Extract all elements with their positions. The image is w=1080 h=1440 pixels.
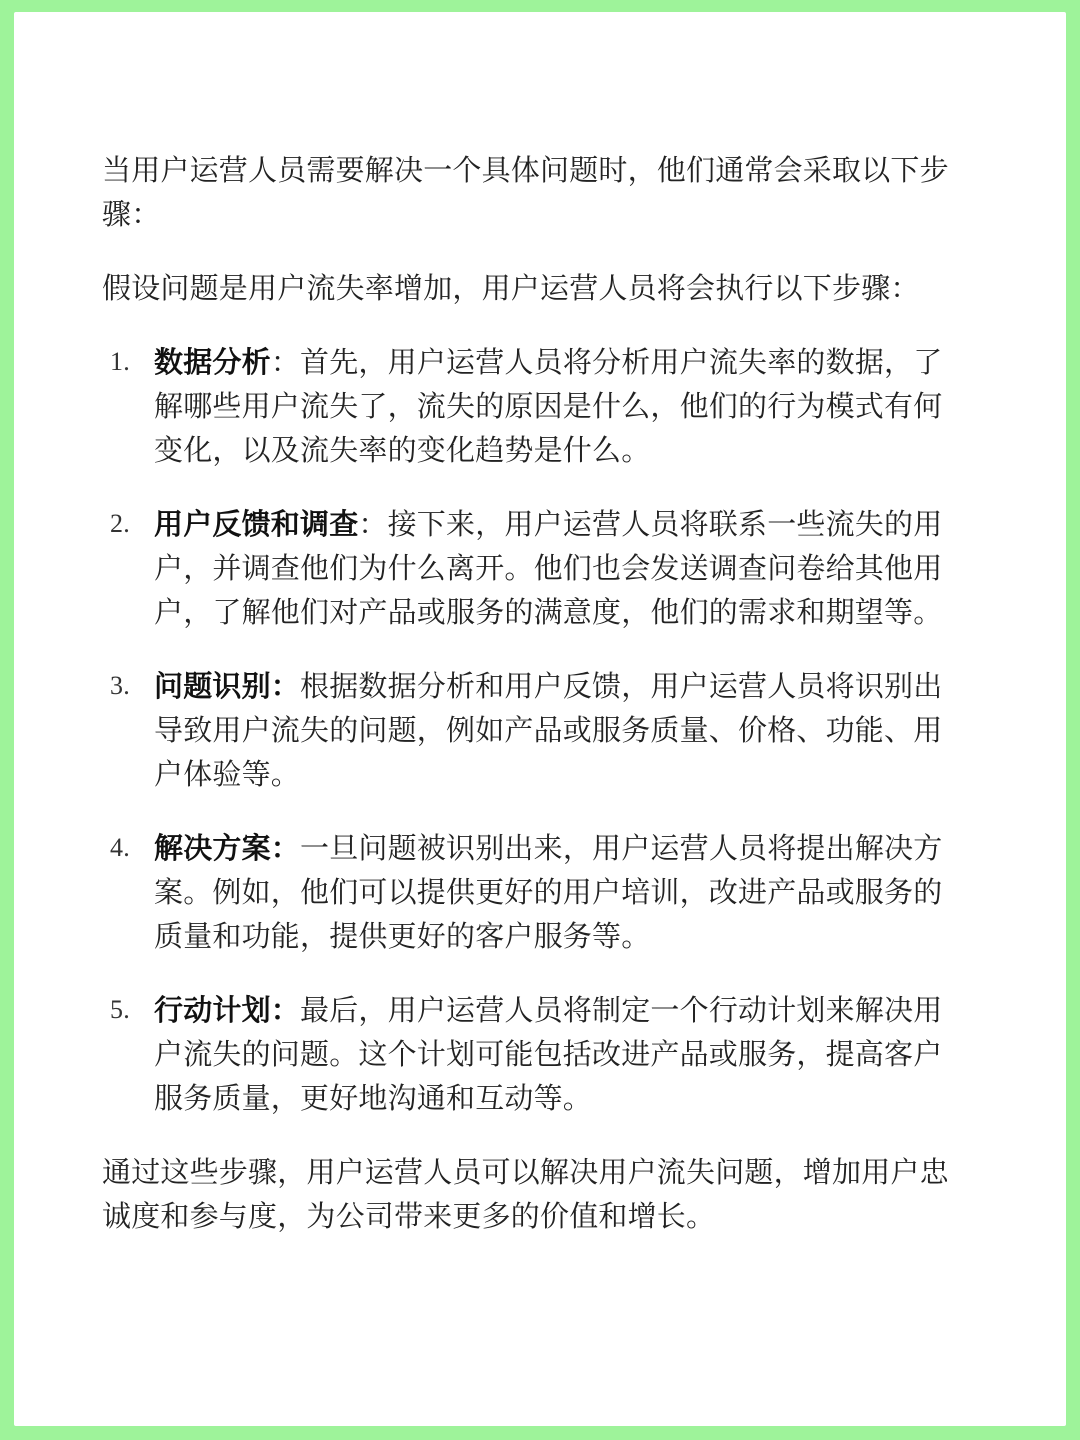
step-body: 最后，用户运营人员将制定一个行动计划来解决用户流失的问题。这个计划可能包括改进产品或服务，提高客户服务质量，更好地沟通和互动等。 [154,993,943,1115]
step-item [102,826,966,958]
step-item [102,664,966,796]
step-number: 5. [110,995,130,1024]
closing-paragraph: 通过这些步骤，用户运营人员可以解决用户流失问题，增加用户忠诚度和参与度，为公司带来更多的价值和增长。 [102,1155,949,1233]
step-title: 行动计划： [154,993,301,1027]
step-number: 4. [110,833,130,862]
step-title: 解决方案： [154,831,301,865]
intro-paragraph: 当用户运营人员需要解决一个具体问题时，他们通常会采取以下步骤： [102,153,949,231]
step-body: 根据数据分析和用户反馈，用户运营人员将识别出导致用户流失的问题，例如产品或服务质量、价格、功能、用户体验等。 [154,669,943,791]
step-number: 1. [110,347,130,376]
steps-list [102,340,966,1120]
step-body: 一旦问题被识别出来，用户运营人员将提出解决方案。例如，他们可以提供更好的用户培训，改进产品或服务的质量和功能，提供更好的客户服务等。 [154,831,943,953]
step-body: 接下来，用户运营人员将联系一些流失的用户，并调查他们为什么离开。他们也会发送调查问卷给其他用户，了解他们对产品或服务的满意度，他们的需求和期望等。 [154,507,943,629]
step-title: 问题识别： [154,669,301,703]
assumption-paragraph: 假设问题是用户流失率增加，用户运营人员将会执行以下步骤： [102,271,920,305]
step-item [102,502,966,634]
step-separator: ： [270,345,301,379]
step-body: 首先，用户运营人员将分析用户流失率的数据，了解哪些用户流失了，流失的原因是什么，他们的行为模式有何变化，以及流失率的变化趋势是什么。 [154,345,943,467]
step-title: 用户反馈和调查 [154,507,359,541]
step-item [102,988,966,1120]
page-frame [14,12,1066,1426]
step-separator: ： [358,507,388,541]
step-number: 3. [110,671,130,700]
article-content [102,148,966,1238]
step-title: 数据分析 [154,345,271,379]
step-number: 2. [110,509,130,538]
step-item [102,340,966,472]
